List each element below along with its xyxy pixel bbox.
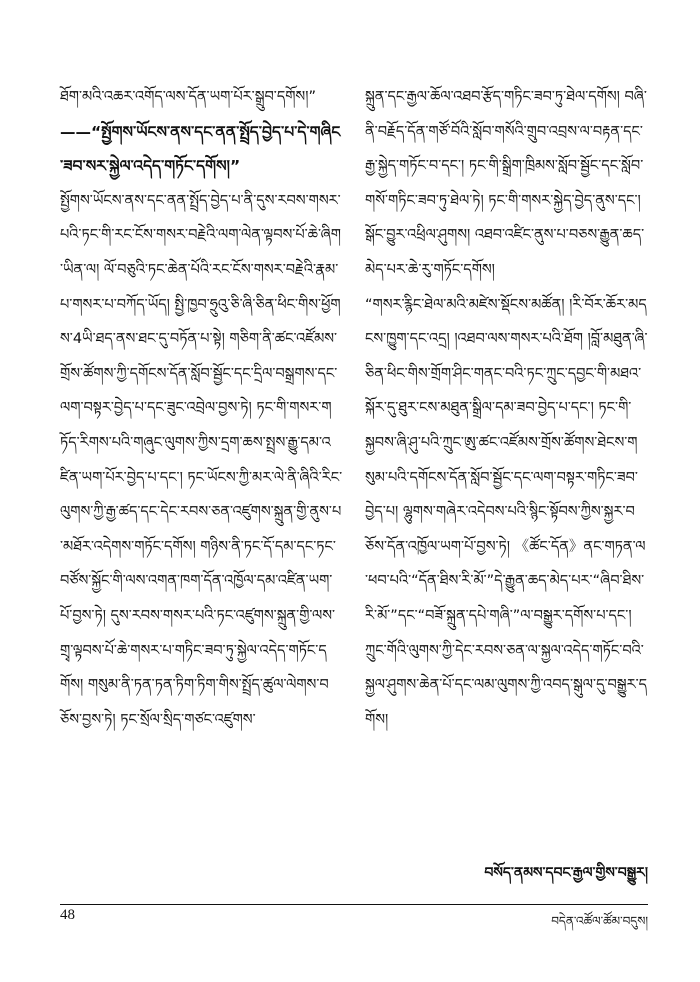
paragraph-right-1: སྐྲུན་དང་རྒྱལ་ཆོལ་འཐབ་རྩོད་གཏིང་ཟབ་ཏུ་ཐེལ་དགོས། བཞི་ནི་བརྗོད་དོན་གཙོ་བོའི་སློབ་གསོའི་གྲུབ་འབྲས་ལ་བརྟན་དང་རྒྱ་སྐྱེད་གཏོང་བ་དང་། ཏང་གི་སྒྲིག་ཁྲིམས་སློབ་སྦྱོང་དང་སློབ་གསོ་གཏིང་ཟབ་ཏུ་ཐེལ་ཏེ། ཏང་གི་གསར་སྐྱེད་བྱེད་ནུས་དང་། སྒོང་བྱུར་འཕྲིལ་ཤུགས། འཐབ་འཛིང་ནུས་པ་བཅས་རྒྱུན་ཆད་མེད་པར་ཆེ་རུ་གཏོང་དགོས། [365, 89, 647, 278]
page-number: 48 [60, 907, 75, 923]
paragraph-right-2: “གསར་རྙིང་ཐེལ་མའི་མཛེས་སྡོངས་མཚོན། །རི་བོར་ཆོར་མདངས་ཁྱུག་དང་འདྲ། །འཐབ་ལས་གསར་པའི་ཐོག །བློ་མཐུན་ཞི་ཅིན་ཕིང་གིས་གྲོག་ཤིང་གནང་བའི་ཏང་ཀྲུང་དབྱང་གི་མཐའ་སྐོར་དུ་ཐུར་ངས་མཐུན་སྒྲིལ་དམ་ཟབ་བྱེད་པ་དང་། ཏང་གི་སྐྱབས་ཞི་ཤུ་པའི་ཀྲུང་ཨུ་ཚང་འཛོམས་གྲོས་ཚོགས་ཐེངས་གསུམ་པའི་དགོངས་དོན་སློབ་སྦྱོང་དང་ལག་བསྟར་གཏིང་ཟབ་བྱེད་པ། ལྷུགས་གཞེར་འདེབས་པའི་སྙིང་སྟོབས་ཀྱིས་སྐྱར་བཅོས་དོན་འཁྱོལ་ཡག་པོ་བྱས་ཏེ། 《ཚོང་དོན》ནང་གཏན་ལ་ཕབ་པའི་“དོན་ཐིས་རི་མོ་”དེ་རྒྱུན་ཆད་མེད་པར་“ཞིབ་ཐིས་རི་མོ་”དང་“བཟོ་སྐྲུན་དཔེ་གཞི་”ལ་བསྒྱུར་དགོས་པ་དང་། ཀྲུང་གོའི་ལུགས་ཀྱི་དེང་རབས་ཅན་ལ་སྐྱལ་འདེད་གཏོང་བའི་སྐྱལ་ཤུགས་ཆེན་པོ་དང་ལམ་ལུགས་ཀྱི་འབད་སྒུལ་དུ་བསྒྱུར་དགོས། [365, 296, 648, 728]
paragraph-left-3: སྤྱོགས་ཡོངས་ནས་དང་ནན་སྤྲོད་བྱེད་པ་ནི་དུས་རབས་གསར་པའི་ཏང་གི་རང་ངོས་གསར་བརྗེའི་ལག་ལེན་ལྟབས་པོ་ཆེ་ཞིག་ཡིན་ལ། ལོ་བཅུའི་ཏང་ཆེན་པོའི་རང་ངོས་གསར་བརྗེའི་རྣམ་པ་གསར་པ་བཀོད་ཡོད། སྤྱི་ཁྱབ་ཧྲུའུ་ཅི་ཞི་ཅིན་ཕིང་གིས་ཕྱོགས་4ཡི་ཐད་ནས་ཐང་དུ་བཏོན་པ་སྟེ། གཅིག་ནི་ཚང་འཛོམས་གྲོས་ཚོགས་ཀྱི་དགོངས་དོན་སློབ་སྦྱོང་དང་དྲིལ་བསྒྲགས་དང་ལག་བསྟར་བྱེད་པ་དང་ཟུང་འབྲེལ་བྱས་ཏེ། ཏང་གི་གསར་གཏོད་རིགས་པའི་གཞུང་ལུགས་ཀྱིས་དྲག་ཆས་སྤྲས་རྒྱུ་དམ་འཛིན་ཡག་པོར་བྱེད་པ་དང་། ཏང་ཡོངས་ཀྱི་མར་ལེ་ནི་ཞིའི་རིང་ལུགས་ཀྱི་རྒྱ་ཚད་དང་དེང་རབས་ཅན་འཛུགས་སྐྲུན་གྱི་ནུས་པ་མཐོར་འདེགས་གཏོང་དགོས། གཉིས་ནི་ཏང་དོ་དམ་དང་ཏང་བཙོས་སྐྱོང་གི་ལས་འགན་ཁག་དོན་འཁྱོལ་དམ་འཛིན་ཡག་པོ་བྱས་ཏེ། དུས་རབས་གསར་པའི་ཏང་འཛུགས་སྐྲུན་གྱི་ལས་གྲྭ་ལྟབས་པོ་ཆེ་གསར་པ་གཏིང་ཟབ་ཏུ་སྐྱེལ་འདེད་གཏོང་དགོས། གསུམ་ནི་ཏན་ཏན་ཏིག་ཏིག་གིས་སྤྲོད་ཚུལ་ལེགས་བཅོས་བྱས་ཏེ། ཏང་སྲོལ་སྲིད་གཙང་འཛུགས་ [60, 192, 343, 728]
footer-publication-title: བདེན་འཚོལ་ཚོམ་བདུས། [551, 914, 648, 928]
footer-divider [60, 904, 648, 905]
left-column [60, 80, 343, 737]
translator-byline: བསོད་ནམས་དབང་རྒྱལ་གྱིས་བསྒྱུར། [484, 865, 648, 881]
paragraph-left-1: ཐོག་མའི་འཆར་འགོད་ལས་དོན་ཡག་པོར་སྒྲུབ་དགོས།” [60, 89, 316, 105]
right-column [365, 80, 648, 737]
paragraph-left-2-heading-quote: ——“སྤྱོགས་ཡོངས་ནས་དང་ནན་སྤྲོད་བྱེད་པ་དེ་གཞིང་ཟབ་སར་སྐྱེལ་འདེད་གཏོང་དགོས།” [60, 122, 341, 176]
